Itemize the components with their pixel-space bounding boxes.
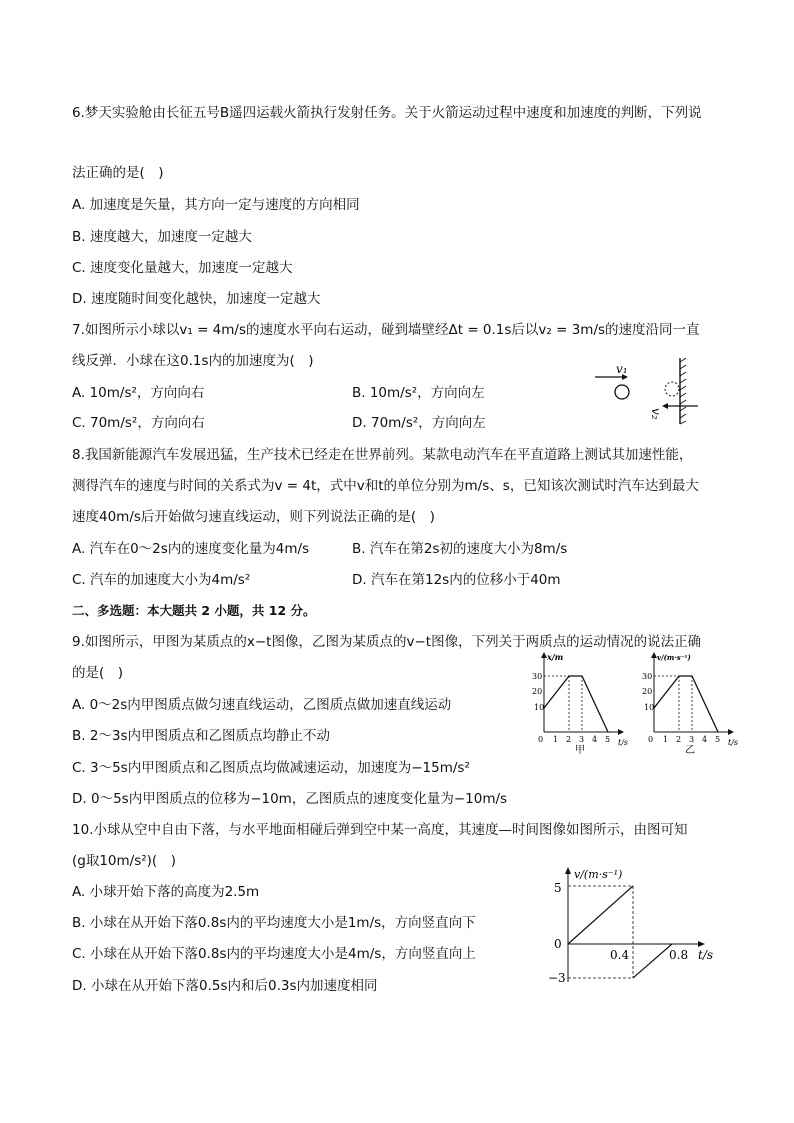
q10-graph bbox=[548, 864, 728, 994]
q9-jia-caption: 甲 bbox=[575, 745, 585, 756]
q7-stem-line1: 7.如图所示小球以v₁ = 4m/s的速度水平向右运动，碰到墙壁经Δt = 0.1s后以v₂ = 3m/s的速度沿同一直 bbox=[72, 322, 700, 338]
q6-option-b: B. 速度越大，加速度一定越大 bbox=[72, 229, 252, 245]
q9-yi-ytick: 30 bbox=[642, 672, 653, 681]
q9-yi-curve bbox=[654, 676, 718, 732]
q9-jia-xtick: 4 bbox=[592, 735, 598, 744]
q7-figure bbox=[590, 358, 700, 428]
q9-yi-ytick: 20 bbox=[642, 687, 653, 696]
q10-rebound-segment bbox=[633, 944, 672, 978]
q10-ytick-0: 0 bbox=[554, 937, 562, 951]
q8-option-a: A. 汽车在0～2s内的速度变化量为4m/s bbox=[72, 541, 310, 557]
q9-jia-xtick: 3 bbox=[579, 735, 585, 744]
q9-yi-xlabel: t/s bbox=[728, 738, 739, 747]
q9-stem-line1: 9.如图所示，甲图为某质点的x−t图像，乙图为某质点的v−t图像，下列关于两质点的运动情况的说法正确 bbox=[72, 634, 702, 650]
q9-yi-xtick: 2 bbox=[676, 735, 682, 744]
ball bbox=[615, 385, 629, 399]
q9-yi-ytick: 10 bbox=[644, 703, 655, 712]
q9-jia-origin: 0 bbox=[538, 735, 544, 744]
q9-jia-ylabel: x/m bbox=[547, 652, 564, 662]
q7-option-c: C. 70m/s²，方向向右 bbox=[72, 415, 205, 431]
q10-stem-line2: (g取10m/s²)( ) bbox=[72, 853, 176, 869]
q8-stem-line2: 测得汽车的速度与时间的关系式为v = 4t，式中v和t的单位分别为m/s、s，已知该次测试时汽车达到最大 bbox=[72, 478, 699, 494]
q10-xlabel: t/s bbox=[698, 948, 714, 962]
section-heading-multi-choice: 二、多选题：本大题共 2 小题，共 12 分。 bbox=[72, 603, 316, 618]
q6-stem-line2: 法正确的是( ) bbox=[72, 165, 164, 181]
q7-option-b: B. 10m/s²，方向向左 bbox=[352, 385, 485, 401]
q7-stem-line2: 线反弹．小球在这0.1s内的加速度为( ) bbox=[72, 353, 314, 369]
q10-ytick-5: 5 bbox=[554, 881, 562, 895]
q7-option-d: D. 70m/s²，方向向左 bbox=[352, 415, 486, 431]
q10-option-d: D. 小球在从开始下落0.5s内和后0.3s内加速度相同 bbox=[72, 978, 378, 994]
q6-option-d: D. 速度随时间变化越快，加速度一定越大 bbox=[72, 291, 321, 307]
q9-option-a: A. 0～2s内甲图质点做匀速直线运动，乙图质点做加速直线运动 bbox=[72, 697, 452, 713]
q9-graph-yi bbox=[640, 652, 740, 756]
q8-option-c: C. 汽车的加速度大小为4m/s² bbox=[72, 572, 251, 588]
q9-option-d: D. 0～5s内甲图质点的位移为−10m，乙图质点的速度变化量为−10m/s bbox=[72, 791, 508, 807]
q6-option-a: A. 加速度是矢量，其方向一定与速度的方向相同 bbox=[72, 197, 360, 213]
q9-yi-xtick: 4 bbox=[702, 735, 708, 744]
q9-jia-ytick: 10 bbox=[534, 703, 545, 712]
ball-at-wall bbox=[665, 382, 679, 396]
q9-jia-xtick: 1 bbox=[553, 735, 559, 744]
q8-option-b: B. 汽车在第2s初的速度大小为8m/s bbox=[352, 541, 568, 557]
q10-option-b: B. 小球在从开始下落0.8s内的平均速度大小是1m/s，方向竖直向下 bbox=[72, 915, 476, 931]
q10-option-c: C. 小球在从开始下落0.8s内的平均速度大小是4m/s，方向竖直向上 bbox=[72, 946, 476, 962]
q9-jia-xtick: 2 bbox=[566, 735, 572, 744]
q10-fall-segment bbox=[568, 886, 633, 944]
q10-xtick-08: 0.8 bbox=[669, 948, 689, 962]
q9-yi-xtick: 1 bbox=[663, 735, 669, 744]
q7-option-a: A. 10m/s²，方向向右 bbox=[72, 385, 205, 401]
q9-yi-ylabel: v/(m·s⁻¹) bbox=[657, 653, 691, 662]
q10-option-a: A. 小球开始下落的高度为2.5m bbox=[72, 884, 260, 900]
q10-ytick-neg3: −3 bbox=[548, 971, 566, 985]
q6-option-c: C. 速度变化量越大，加速度一定越大 bbox=[72, 260, 293, 276]
q10-stem-line1: 10.小球从空中自由下落，与水平地面相碰后弹到空中某一高度，其速度—时间图像如图所示，由图可知 bbox=[72, 822, 688, 838]
q6-stem-line1: 6.梦天实验舱由长征五号B遥四运载火箭执行发射任务。关于火箭运动过程中速度和加速度的判断，下列说 bbox=[72, 105, 702, 121]
q8-stem-line3: 速度40m/s后开始做匀速直线运动，则下列说法正确的是( ) bbox=[72, 509, 435, 525]
q7-v1-label: v₁ bbox=[616, 362, 628, 376]
q9-jia-xlabel: t/s bbox=[618, 738, 629, 747]
q9-jia-ytick: 20 bbox=[532, 687, 543, 696]
q9-option-b: B. 2～3s内甲图质点和乙图质点均静止不动 bbox=[72, 728, 331, 744]
q9-option-c: C. 3～5s内甲图质点和乙图质点均做减速运动，加速度为−15m/s² bbox=[72, 760, 470, 776]
q9-jia-xtick: 5 bbox=[605, 735, 611, 744]
q9-jia-curve bbox=[544, 676, 608, 732]
q10-xtick-04: 0.4 bbox=[610, 948, 630, 962]
q10-ylabel: v/(m·s⁻¹) bbox=[574, 868, 623, 881]
q7-v2-label: v₂ bbox=[649, 408, 663, 420]
q8-option-d: D. 汽车在第12s内的位移小于40m bbox=[352, 572, 561, 588]
q9-graph-jia bbox=[530, 652, 630, 756]
q9-yi-caption: 乙 bbox=[685, 745, 695, 756]
q9-stem-line2: 的是( ) bbox=[72, 665, 124, 681]
q9-yi-xtick: 5 bbox=[715, 735, 721, 744]
q8-stem-line1: 8.我国新能源汽车发展迅猛，生产技术已经走在世界前列。某款电动汽车在平直道路上测试其加速性能， bbox=[72, 447, 693, 463]
q9-yi-xtick: 3 bbox=[689, 735, 695, 744]
q9-jia-ytick: 30 bbox=[532, 672, 543, 681]
q9-yi-origin: 0 bbox=[648, 735, 654, 744]
